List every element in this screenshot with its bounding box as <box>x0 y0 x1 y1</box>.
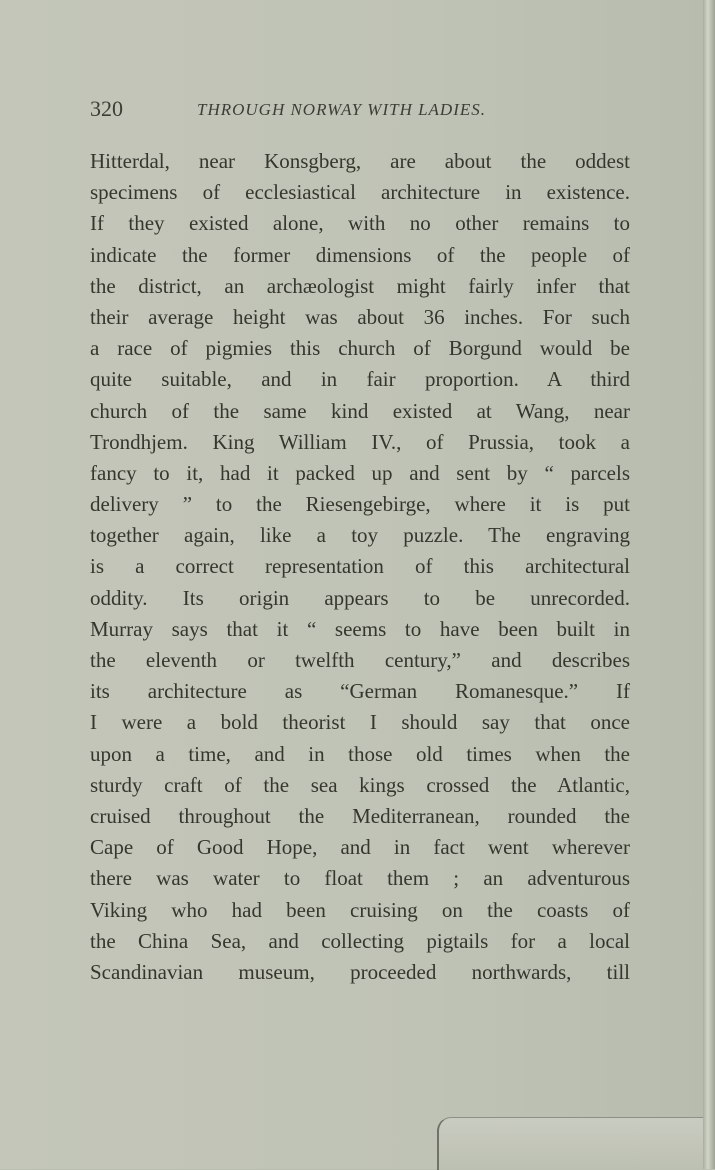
text-line: quite suitable, and in fair proportion. A third <box>90 367 630 392</box>
text-line: I were a bold theorist I should say that once <box>90 710 630 735</box>
text-line: cruised throughout the Mediterranean, rounded the <box>90 803 630 828</box>
page-number: 320 <box>90 96 123 121</box>
text-line: together again, like a toy puzzle. The engraving <box>90 523 630 548</box>
text-line: If they existed alone, with no other remains to <box>90 211 630 236</box>
text-line: the China Sea, and collecting pigtails for a local <box>90 928 630 953</box>
text-line: indicate the former dimensions of the people of <box>90 242 630 267</box>
text-line: Hitterdal, near Konsgberg, are about the oddest <box>90 149 630 173</box>
text-line: specimens of ecclesiastical architecture in existence. <box>90 180 630 205</box>
running-title: THROUGH NORWAY WITH LADIES. <box>197 100 487 119</box>
text-line: the eleventh or twelfth century,” and describes <box>90 648 630 672</box>
text-line: their average height was about 36 inches. For such <box>90 304 630 329</box>
text-line: a race of pigmies this church of Borgund would be <box>90 336 630 361</box>
text-line: sturdy craft of the sea kings crossed the Atlantic, <box>90 772 630 797</box>
text-line: fancy to it, had it packed up and sent by “ parcels <box>90 460 630 485</box>
page-header <box>90 96 550 126</box>
text-line: its architecture as “German Romanesque.” If <box>90 679 630 704</box>
text-line: oddity. Its origin appears to be unrecorded. <box>90 585 630 610</box>
text-line: Scandinavian museum, proceeded northwards, till <box>90 959 630 984</box>
text-line: Murray says that it “ seems to have been built in <box>90 616 630 641</box>
text-line: Viking who had been cruising on the coasts of <box>90 897 630 922</box>
text-line: Trondhjem. King William IV., of Prussia, took a <box>90 429 630 454</box>
text-line: there was water to float them ; an adventurous <box>90 866 630 891</box>
page-spine-edge <box>703 0 715 1169</box>
text-line: upon a time, and in those old times when the <box>90 741 630 766</box>
text-line: delivery ” to the Riesengebirge, where it is put <box>90 492 630 517</box>
text-line: is a correct representation of this architectural <box>90 554 630 579</box>
text-line: church of the same kind existed at Wang, near <box>90 398 630 423</box>
text-line: the district, an archæologist might fairly infer that <box>90 273 630 298</box>
page-fold-edge <box>437 1117 715 1170</box>
text-line: Cape of Good Hope, and in fact went wherever <box>90 835 630 860</box>
body-text <box>90 146 630 988</box>
